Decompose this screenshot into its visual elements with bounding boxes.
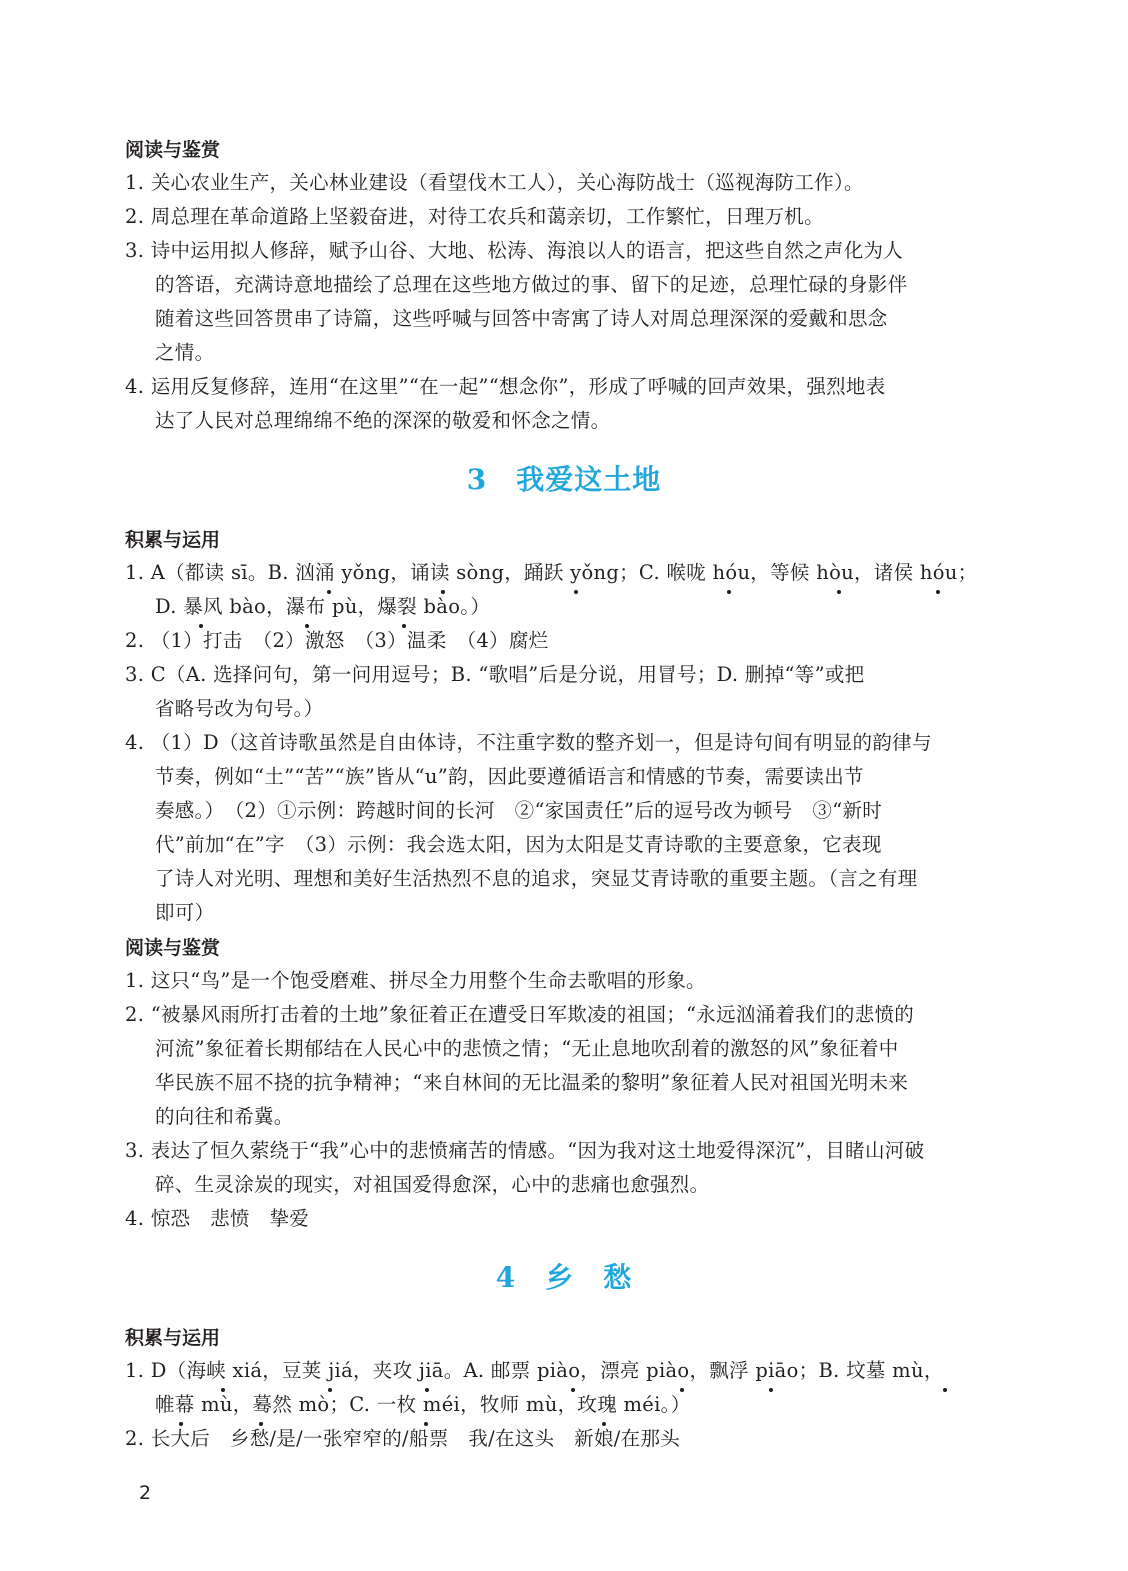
answer-line: 2. 周总理在革命道路上坚毅奋进，对待工农兵和蔼亲切，工作繁忙，日理万机。 [125,205,824,228]
answer-line: 3. 诗中运用拟人修辞，赋予山谷、大地、松涛、海浪以人的语言，把这些自然之声化为人 [125,239,904,262]
emphasis-dot [680,1388,684,1392]
answer-line: 4. 运用反复修辞，连用“在这里”“在一起”“想念你”，形成了呼喊的回声效果，强烈地表 [125,375,886,398]
answer-line: 河流”象征着长期郁结在人民心中的悲愤之情；“无止息地吹刮着的激怒的风”象征着中 [155,1037,899,1060]
answer-line: 即可） [155,901,215,924]
answer-line: 节奏，例如“土”“苦”“族”皆从“u”韵，因此要遵循语言和情感的节奏，需要读出节 [155,765,864,788]
emphasis-dot [602,1422,606,1426]
answer-line: 奏感。） （2）①示例：跨越时间的长河 ②“家国责任”后的逗号改为顿号 ③“新时 [155,799,883,822]
answer-line: 2. “被暴风雨所打击着的土地”象征着正在遭受日军欺凌的祖国；“永远汹涌着我们的悲愤的 [125,1003,915,1026]
answer-line: 的向往和希冀。 [155,1105,294,1128]
answer-line: 4. 惊恐 悲愤 挚爱 [125,1207,310,1230]
emphasis-dot [327,590,331,594]
answer-line: 1. 这只“鸟”是一个饱受磨难、拼尽全力用整个生命去歌唱的形象。 [125,969,706,992]
emphasis-dot [441,590,445,594]
answer-line: 华民族不屈不挠的抗争精神；“来自林间的无比温柔的黎明”象征着人民对祖国光明未来 [155,1071,909,1094]
answer-line: 随着这些回答贯串了诗篇，这些呼喊与回答中寄寓了诗人对周总理深深的爱戴和思念 [155,307,888,330]
emphasis-dot [179,1422,183,1426]
lesson-title-3: 3 我爱这土地 [466,463,662,496]
emphasis-dot [402,624,406,628]
answer-line: 1. 关心农业生产，关心林业建设（看望伐木工人），关心海防战士（巡视海防工作）。 [125,171,864,194]
answer-line: 1. A（都读 sī。B. 汹涌 yǒng，诵读 sòng，踊跃 yǒng；C. 喉咙 hóu，等候 hòu，诸侯 hóu； [125,561,978,584]
lesson-title-4: 4 乡 愁 [495,1261,633,1294]
page-number: 2 [139,1482,152,1504]
answer-line: 了诗人对光明、理想和美好生活热烈不息的追求，突显艾青诗歌的重要主题。（言之有理 [155,867,918,890]
emphasis-dot [727,590,731,594]
answer-line: 省略号改为句号。） [155,697,324,720]
emphasis-dot [305,624,309,628]
answer-line: 4. （1）D（这首诗歌虽然是自由体诗，不注重字数的整齐划一，但是诗句间有明显的韵律与 [125,731,932,754]
answer-line: 代”前加“在”字 （3）示例：我会选太阳，因为太阳是艾青诗歌的主要意象，它表现 [155,833,882,856]
emphasis-dot [936,590,940,594]
emphasis-dot [837,590,841,594]
answer-line: 的答语，充满诗意地描绘了总理在这些地方做过的事、留下的足迹，总理忙碌的身影伴 [155,273,908,296]
answer-line: 2. 长大后 乡愁/是/一张窄窄的/船票 我/在这头 新娘/在那头 [125,1427,681,1450]
answer-line: 3. 表达了恒久萦绕于“我”心中的悲愤痛苦的情感。“因为我对这土地爱得深沉”，目睹山河破 [125,1139,925,1162]
emphasis-dot [199,624,203,628]
answer-line: 3. C（A. 选择问句，第一问用逗号；B. “歌唱”后是分说，用冒号；D. 删掉“等”或把 [125,663,865,686]
emphasis-dot [221,1388,225,1392]
answer-line: 达了人民对总理绵绵不绝的深深的敬爱和怀念之情。 [155,409,611,432]
section-heading-reading-1: 阅读与鉴赏 [125,139,221,161]
answer-line: 碎、生灵涂炭的现实，对祖国爱得愈深，心中的悲痛也愈强烈。 [155,1173,710,1196]
answer-line: 帷幕 mù，蓦然 mò；C. 一枚 méi，牧师 mù，玫瑰 méi。） [155,1393,691,1416]
emphasis-dot [259,1422,263,1426]
emphasis-dot [424,1422,428,1426]
section-heading-accumulation-2: 积累与运用 [125,1327,221,1349]
emphasis-dot [425,1388,429,1392]
emphasis-dot [943,1388,947,1392]
answer-line: 1. D（海峡 xiá，豆荚 jiá，夹攻 jiā。A. 邮票 piào，漂亮 piào，飘浮 piāo；B. 坟墓 mù， [125,1359,944,1382]
answer-line: D. 暴风 bào，瀑布 pù，爆裂 bào。） [155,595,491,618]
section-heading-accumulation-1: 积累与运用 [125,529,221,551]
emphasis-dot [574,590,578,594]
emphasis-dot [328,1388,332,1392]
answer-line: 之情。 [155,341,215,364]
answer-line: 2. （1）打击 （2）激怒 （3）温柔 （4）腐烂 [125,629,549,652]
emphasis-dot [571,1388,575,1392]
emphasis-dot [769,1388,773,1392]
section-heading-reading-2: 阅读与鉴赏 [125,937,221,959]
